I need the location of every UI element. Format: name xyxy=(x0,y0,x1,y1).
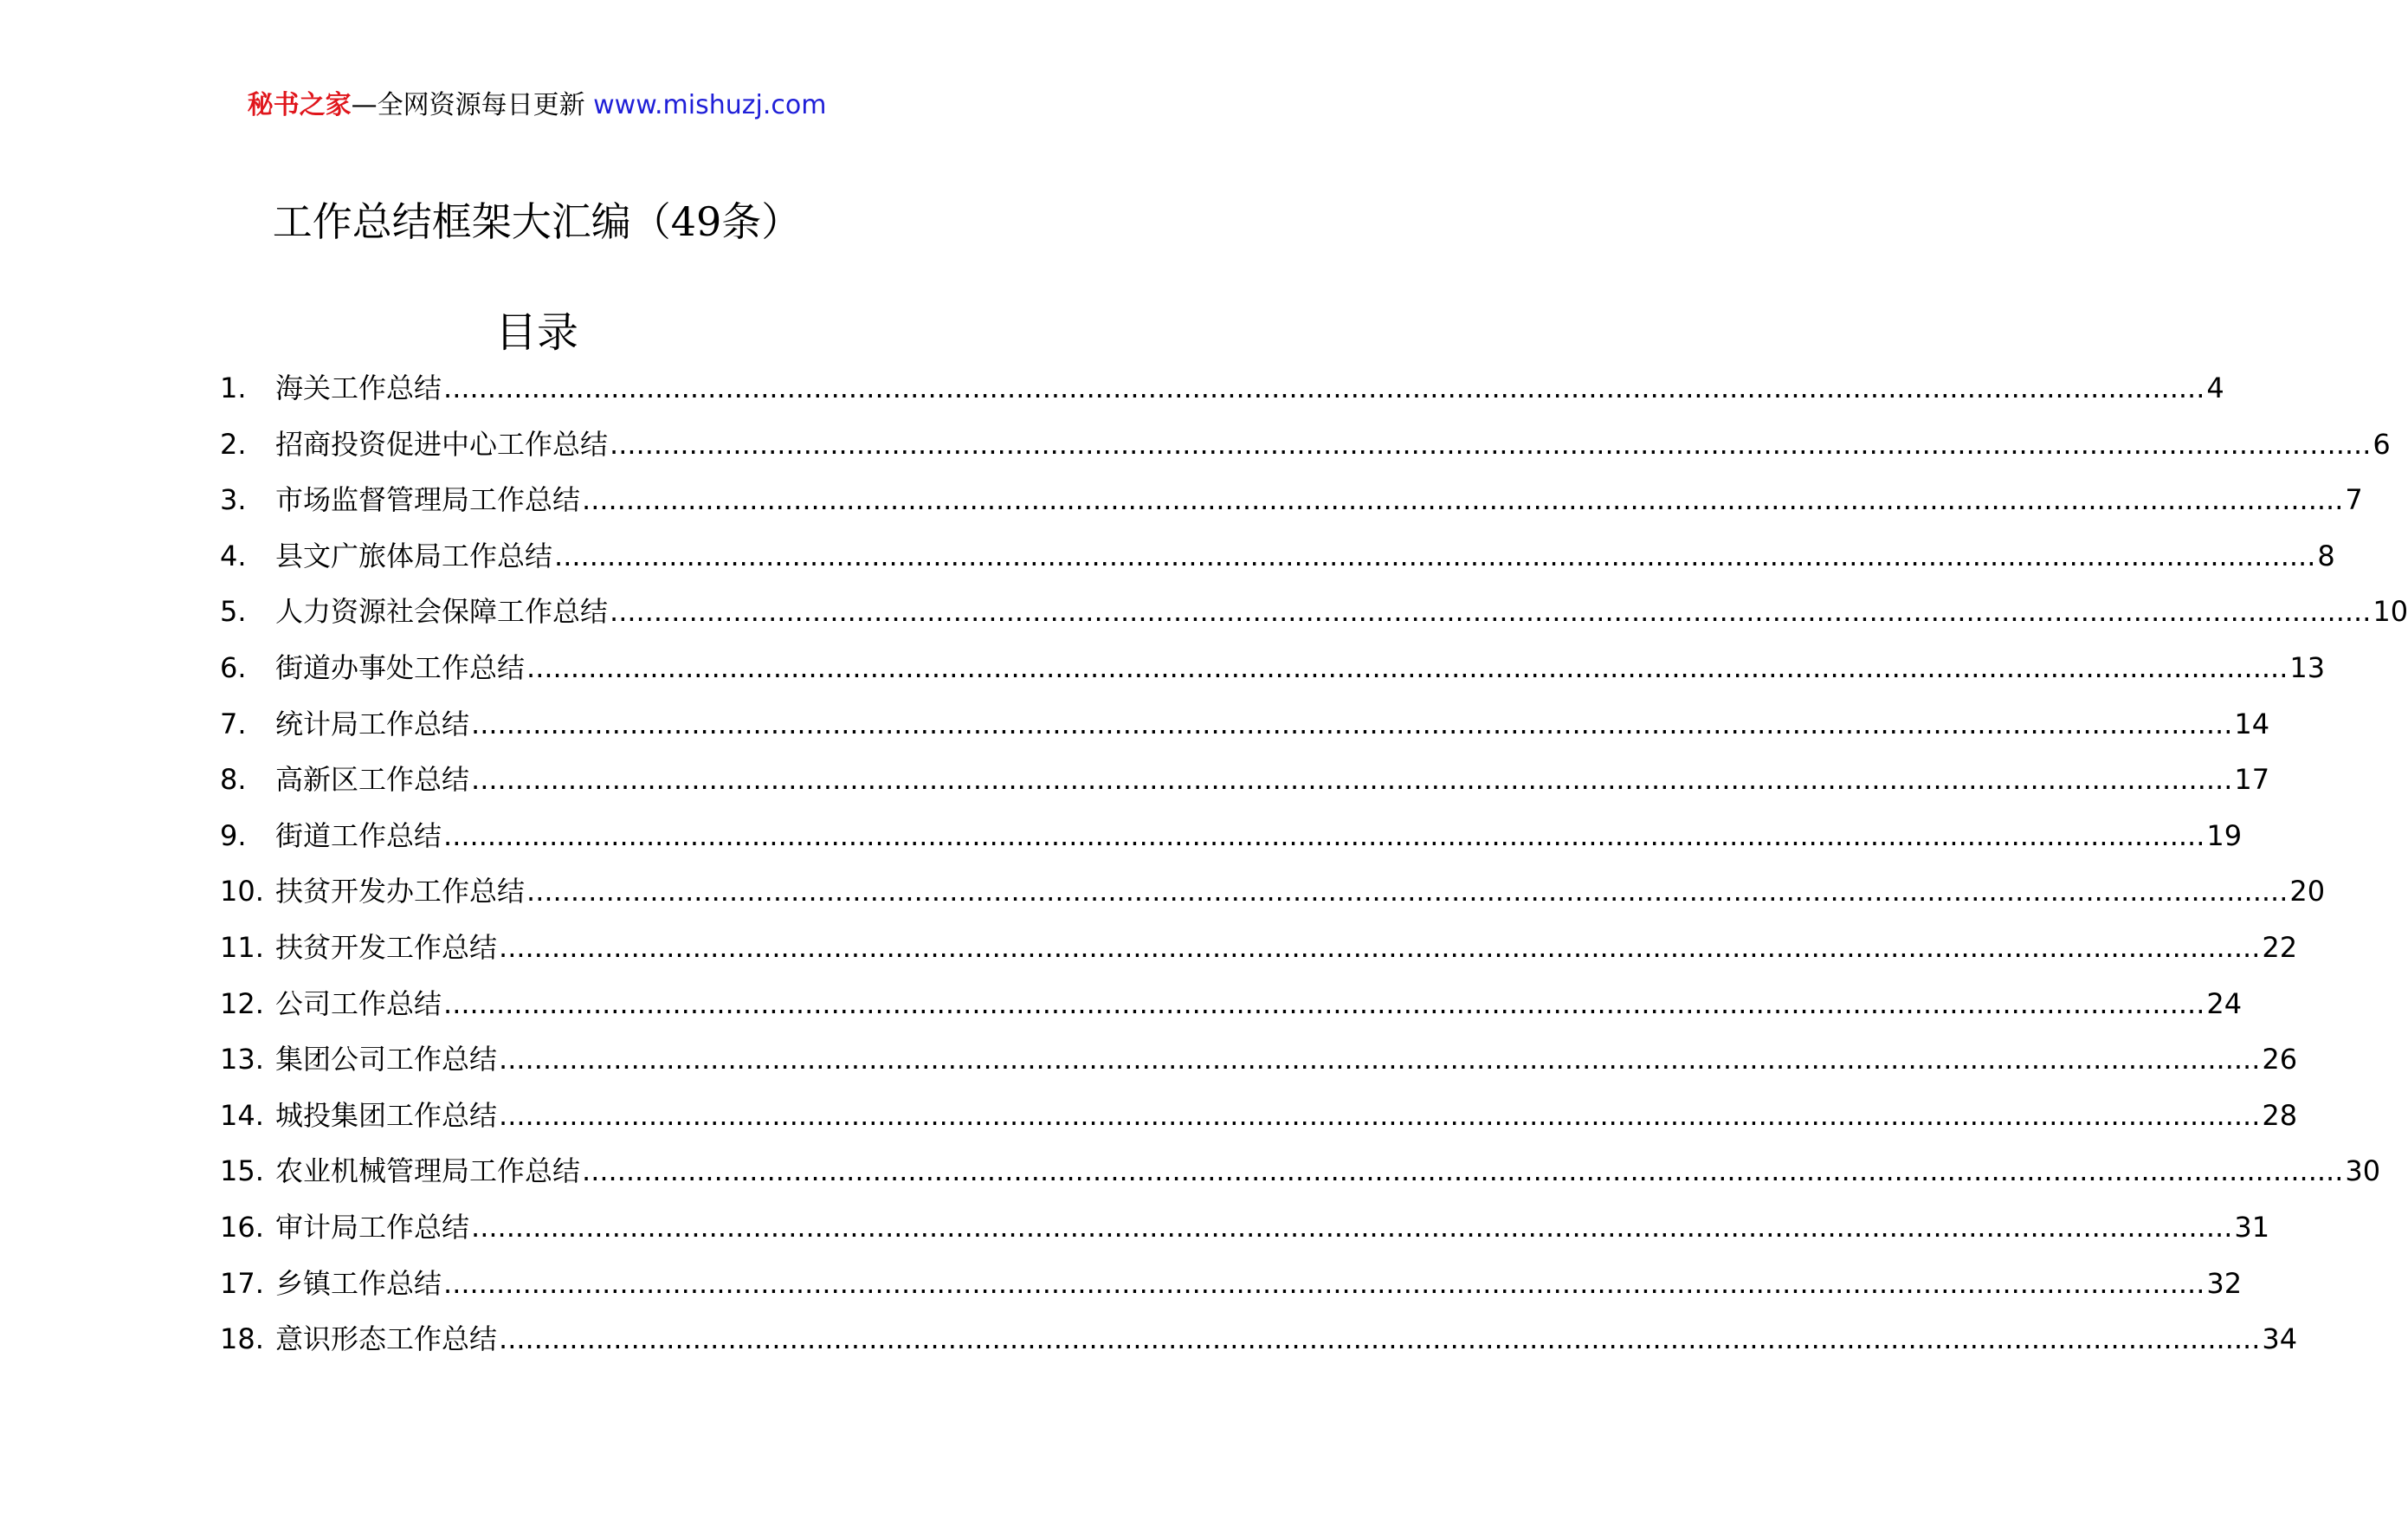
toc-entry[interactable] xyxy=(220,1263,2243,1319)
toc-entry-label: 海关工作总结 xyxy=(275,372,442,404)
toc-entry[interactable] xyxy=(220,1095,2298,1151)
toc-entry-number: 7. xyxy=(220,707,247,740)
toc-entry-number: 13. xyxy=(220,1043,264,1076)
toc-entry-label: 招商投资促进中心工作总结 xyxy=(275,427,609,461)
toc-entry-number: 1. xyxy=(220,372,247,404)
toc-entry-number: 3. xyxy=(220,483,247,517)
toc-dot-leader: ........................................................................................................................................................................................................ xyxy=(471,763,2233,797)
toc-entry-label: 城投集团工作总结 xyxy=(275,1098,498,1132)
toc-entry-page: 19 xyxy=(2206,818,2243,852)
toc-entry-number: 4. xyxy=(220,539,247,572)
toc-entry-number: 14. xyxy=(220,1098,264,1132)
toc-entry[interactable] xyxy=(220,367,2224,423)
toc-entry-label: 县文广旅体局工作总结 xyxy=(275,539,553,572)
toc-entry-label: 统计局工作总结 xyxy=(275,707,470,740)
toc-entry[interactable] xyxy=(220,1318,2298,1374)
toc-entry-page: 8 xyxy=(2317,539,2335,572)
site-brand: 秘书之家 xyxy=(247,90,352,120)
toc-dot-leader: ........................................................................................................................................................................................................ xyxy=(443,986,2205,1020)
toc-dot-leader: ........................................................................................................................................................................................................ xyxy=(443,372,2205,404)
toc-entry-page: 26 xyxy=(2262,1043,2298,1076)
toc-entry-number: 2. xyxy=(220,427,247,461)
toc-dot-leader: ........................................................................................................................................................................................................ xyxy=(554,539,2316,572)
toc-entry-page: 34 xyxy=(2262,1322,2298,1356)
toc-entry-number: 12. xyxy=(220,986,264,1020)
toc-dot-leader: ........................................................................................................................................................................................................ xyxy=(471,707,2233,740)
toc-entry-label: 公司工作总结 xyxy=(275,986,442,1020)
toc-entry[interactable] xyxy=(220,870,2326,927)
toc-entry-number: 6. xyxy=(220,650,247,684)
document-title xyxy=(0,194,1074,249)
site-url-link[interactable]: www.mishuzj.com xyxy=(593,90,827,120)
toc-entry-label: 扶贫开发工作总结 xyxy=(275,930,498,964)
toc-entry-number: 5. xyxy=(220,595,247,629)
toc-entry[interactable] xyxy=(220,479,2363,535)
toc-entry-page: 7 xyxy=(2345,483,2363,517)
toc-entry[interactable] xyxy=(220,815,2243,871)
toc-dot-leader: ........................................................................................................................................................................................................ xyxy=(471,1210,2233,1244)
toc-dot-leader: ........................................................................................................................................................................................................ xyxy=(526,875,2289,908)
toc-entry-label: 扶贫开发办工作总结 xyxy=(275,875,526,908)
toc-entry-page: 6 xyxy=(2372,427,2391,461)
toc-entry[interactable] xyxy=(220,759,2270,815)
table-of-contents xyxy=(220,367,2408,1374)
toc-entry-label: 乡镇工作总结 xyxy=(275,1266,442,1300)
toc-entry-number: 16. xyxy=(220,1210,264,1244)
toc-entry-label: 审计局工作总结 xyxy=(275,1210,470,1244)
toc-entry-page: 13 xyxy=(2289,650,2326,684)
toc-entry-number: 9. xyxy=(220,818,247,852)
toc-entry-number: 10. xyxy=(220,875,264,908)
toc-entry-number: 11. xyxy=(220,930,264,964)
toc-entry-number: 8. xyxy=(220,763,247,797)
toc-entry[interactable] xyxy=(220,647,2326,703)
toc-entry-page: 14 xyxy=(2234,707,2270,740)
toc-entry-label: 人力资源社会保障工作总结 xyxy=(275,595,609,629)
toc-entry[interactable] xyxy=(220,1038,2298,1095)
toc-entry-page: 28 xyxy=(2262,1098,2298,1132)
title-count: 49 xyxy=(670,198,722,245)
toc-dot-leader: ........................................................................................................................................................................................................ xyxy=(610,595,2372,629)
toc-entry-page: 30 xyxy=(2345,1154,2381,1188)
toc-entry-number: 15. xyxy=(220,1154,264,1188)
site-header xyxy=(0,87,1074,125)
toc-dot-leader: ........................................................................................................................................................................................................ xyxy=(499,930,2261,964)
toc-entry[interactable] xyxy=(220,591,2408,647)
toc-entry-label: 高新区工作总结 xyxy=(275,763,470,797)
toc-entry-label: 意识形态工作总结 xyxy=(275,1322,498,1356)
toc-dot-leader: ........................................................................................................................................................................................................ xyxy=(526,650,2289,684)
toc-entry-page: 20 xyxy=(2289,875,2326,908)
toc-entry-page: 4 xyxy=(2206,372,2224,404)
toc-entry-label: 市场监督管理局工作总结 xyxy=(275,483,581,517)
toc-entry-number: 18. xyxy=(220,1322,264,1356)
toc-entry[interactable] xyxy=(220,927,2298,983)
toc-entry-page: 10 xyxy=(2372,595,2408,629)
toc-entry[interactable] xyxy=(220,423,2391,480)
toc-entry-page: 22 xyxy=(2262,930,2298,964)
toc-entry-label: 农业机械管理局工作总结 xyxy=(275,1154,581,1188)
toc-entry-page: 31 xyxy=(2234,1210,2270,1244)
title-text-before: 工作总结框架大汇编（ xyxy=(272,198,671,245)
toc-dot-leader: ........................................................................................................................................................................................................ xyxy=(499,1322,2261,1356)
toc-entry[interactable] xyxy=(220,535,2335,591)
toc-dot-leader: ........................................................................................................................................................................................................ xyxy=(499,1098,2261,1132)
toc-entry-label: 街道工作总结 xyxy=(275,818,442,852)
toc-entry-page: 17 xyxy=(2234,763,2270,797)
site-tagline: —全网资源每日更新 xyxy=(351,90,585,120)
toc-entry[interactable] xyxy=(220,1150,2381,1206)
toc-heading: 目录 xyxy=(494,308,578,357)
toc-dot-leader: ........................................................................................................................................................................................................ xyxy=(499,1043,2261,1076)
toc-dot-leader: ........................................................................................................................................................................................................ xyxy=(610,427,2372,461)
toc-dot-leader: ........................................................................................................................................................................................................ xyxy=(443,1266,2205,1300)
toc-entry-label: 集团公司工作总结 xyxy=(275,1043,498,1076)
toc-entry-page: 24 xyxy=(2206,986,2243,1020)
toc-entry[interactable] xyxy=(220,983,2243,1039)
toc-entry-page: 32 xyxy=(2206,1266,2243,1300)
toc-dot-leader: ........................................................................................................................................................................................................ xyxy=(582,1154,2344,1188)
toc-entry[interactable] xyxy=(220,703,2270,760)
toc-dot-leader: ........................................................................................................................................................................................................ xyxy=(443,818,2205,852)
toc-dot-leader: ........................................................................................................................................................................................................ xyxy=(582,483,2344,517)
title-text-after: 条） xyxy=(721,198,802,245)
toc-entry[interactable] xyxy=(220,1206,2270,1263)
toc-entry-number: 17. xyxy=(220,1266,264,1300)
toc-entry-label: 街道办事处工作总结 xyxy=(275,650,526,684)
